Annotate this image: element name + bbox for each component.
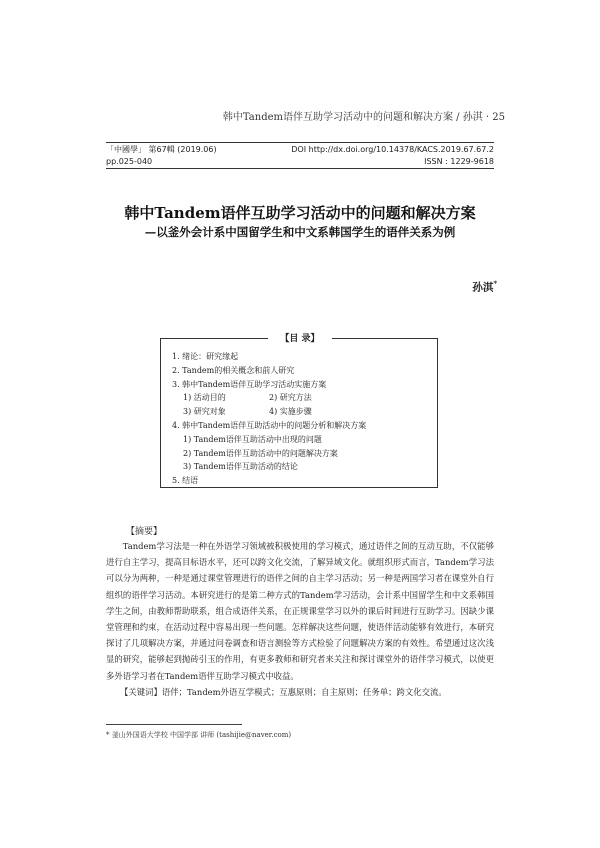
paper-title: 韩中Tandem语伴互助学习活动中的问题和解决方案 <box>124 204 476 222</box>
keywords <box>120 686 500 698</box>
toc-item: 2. Tandem的相关概念和前人研究 <box>172 365 295 375</box>
running-header: 韩中Tandem语伴互助学习活动中的问题和解决方案 / 孙淇 · 25 <box>222 112 505 123</box>
toc-item: 1. 绪论：研究缘起 <box>172 352 239 361</box>
toc-item: 4. 韩中Tandem语伴互助活动中的问题分析和解决方案 <box>172 420 367 430</box>
journal-info <box>106 144 217 168</box>
keywords-label: 【关键词】 <box>120 687 162 697</box>
doi: DOI http://dx.doi.org/10.14378/KACS.2019.67.67.2 <box>291 145 494 154</box>
abstract-label: 【摘要】 <box>126 527 163 537</box>
toc-subitem: 1) Tandem语伴互助活动中出现的问题 <box>183 434 322 444</box>
identifier-info <box>291 144 494 168</box>
toc-subitem: 1) 活动目的 <box>183 393 226 403</box>
toc-item: 3. 韩中Tandem语伴互助学习活动实施方案 <box>172 379 327 389</box>
issn: ISSN : 1229-9618 <box>424 157 494 166</box>
author-footnote-mark: * <box>493 279 497 288</box>
abstract-body: Tandem学习法是一种在外语学习领域被积极使用的学习模式，通过语伴之间的互动互助，不仅能够进行自主学习，提高目标语水平，还可以跨文化交流，了解异域文化。就组织形式而言，Tandem学习法可以分为两种，一种是通过课堂管理进行的语伴之间的自主学习活动；另一种是两国学习者在课堂外自行组织的语伴学习活动。本研究进行的是第二种方式的Tandem学习活动，会计系中国留学生和中文系韩国学生之间，由教师帮助联系，组合成语伴关系，在正规课堂学习以外的课后时间进行互助学习。因缺少课堂管理和约束，在活动过程中容易出现一些问题。怎样解决这些问题，使语伴活动能够有效进行，本研究探讨了几项解决方案，并通过问卷调查和语言测验等方式检验了问题解决方案的有效性。希望通过这次浅显的研究，能够起到抛砖引玉的作用，有更多教师和研究者来关注和探讨课堂外的语伴学习模式，以使更多外语学习者在Tandem语伴互助学习模式中收益。 <box>106 541 494 681</box>
footnote: * 釜山外国语大学校 中国学部 讲师 (tashijie@naver.com) <box>106 731 292 739</box>
meta-rule-bottom <box>106 168 494 169</box>
page-range: pp.025-040 <box>106 157 153 166</box>
toc-subitem: 2) Tandem语伴互助活动中的问题解决方案 <box>183 448 338 458</box>
meta-rule-top <box>106 142 494 143</box>
toc-subitem: 2) 研究方法 <box>269 393 312 403</box>
keywords-text: 语伴；Tandem外语互学模式；互惠原则；自主原则；任务单；跨文化交流。 <box>161 687 447 697</box>
toc-list <box>172 350 366 488</box>
toc-subitem: 3) 研究对象 <box>183 407 226 417</box>
journal-line: 「中國學」 第67輯 (2019.06) <box>106 145 217 154</box>
toc-subitem-row <box>172 391 366 405</box>
toc-item: 5. 结语 <box>172 476 199 486</box>
author <box>472 279 497 295</box>
paper-subtitle: —以釜外会计系中国留学生和中文系韩国学生的语伴关系为例 <box>144 225 456 239</box>
toc-heading: 【目 录】 <box>268 331 332 344</box>
toc-subitem: 3) Tandem语伴互助活动的结论 <box>183 462 298 472</box>
footnote-rule <box>106 724 242 725</box>
toc-subitem: 4) 实施步骤 <box>269 407 312 417</box>
author-name: 孙淇 <box>472 281 494 294</box>
toc-subitem-row <box>172 405 366 419</box>
